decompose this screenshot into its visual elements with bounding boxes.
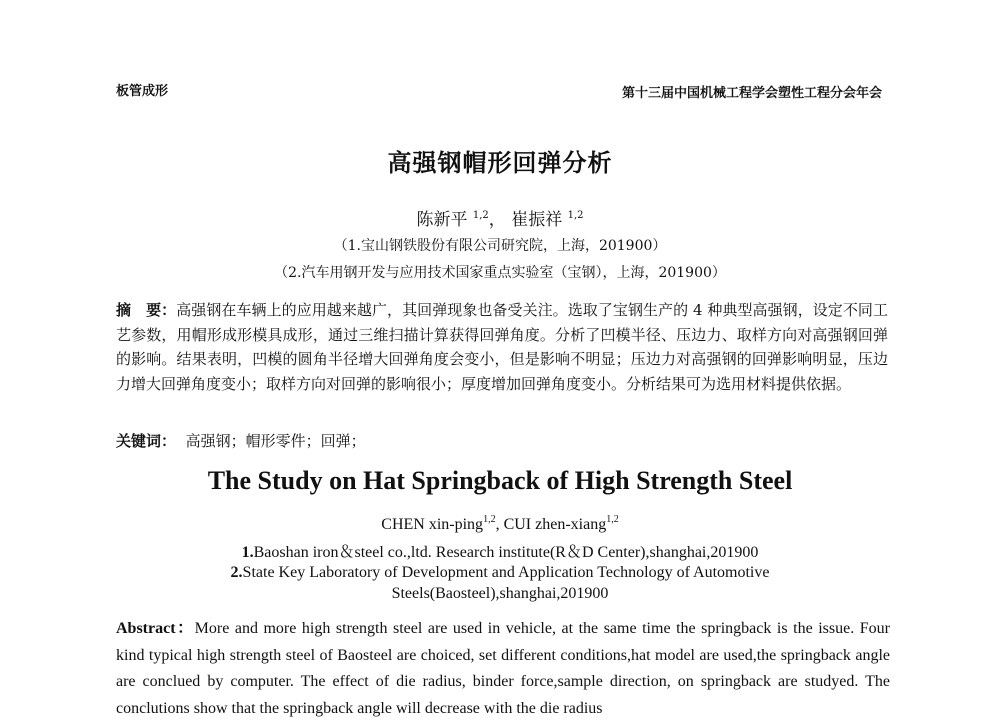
cn-paper-title: 高强钢帽形回弹分析 <box>387 149 613 177</box>
en-affiliation-2 <box>0 562 1000 604</box>
en-author-2: CUI zhen-xiang <box>503 516 607 533</box>
en-author-1: CHEN xin-ping <box>381 516 484 533</box>
en-paper-title: The Study on Hat Springback of High Strength Steel <box>207 466 793 495</box>
en-affiliation-1-number: 1. <box>241 544 254 561</box>
en-abstract-label: Abstract： <box>116 620 195 637</box>
en-abstract <box>116 616 890 722</box>
en-author-separator: , <box>495 516 504 533</box>
cn-affiliation-2: （2.汽车用钢开发与应用技术国家重点实验室（宝钢），上海，201900） <box>274 265 726 281</box>
en-abstract-text: More and more high strength steel are used in vehicle, at the same time the springback is the issue. Four kind typical high strength steel of Baosteel are choiced, set different conditions,hat model are used,the springback angle are conclued by computer. The effect of die radius, binder force,sample direction, on springback are studyed. The conclutions show that the springback angle will decrease with the die radius <box>116 620 891 717</box>
en-affiliation-1-text: Baoshan iron＆steel co.,ltd. Research institute(R＆D Center),shanghai,201900 <box>253 544 759 561</box>
en-affiliation-1 <box>0 539 1000 562</box>
en-author-2-affil: 1,2 <box>606 514 619 525</box>
cn-keywords-label: 关键词： <box>116 432 177 450</box>
cn-author-2-affil: 1,2 <box>567 210 584 221</box>
en-affiliation-2-text: State Key Laboratory of Development and Application Technology of Automotive Steels(Baosteel),shanghai,201900 <box>242 564 770 602</box>
cn-affiliation-1: （1.宝山钢铁股份有限公司研究院，上海，201900） <box>333 238 667 254</box>
cn-abstract-label: 摘 要： <box>116 301 177 319</box>
cn-author-1-affil: 1,2 <box>472 210 489 221</box>
cn-authors <box>0 205 1000 230</box>
cn-author-2: 崔振祥 <box>511 210 563 230</box>
en-authors <box>0 514 1000 534</box>
en-author-1-affil: 1,2 <box>483 514 496 525</box>
cn-keywords-text: 高强钢；帽形零件；回弹； <box>185 432 366 450</box>
running-header-section: 板管成形 <box>116 84 169 99</box>
en-affiliation-2-number: 2. <box>230 564 243 581</box>
running-header-conference: 第十三届中国机械工程学会塑性工程分会年会 <box>621 86 882 101</box>
cn-abstract-text: 高强钢在车辆上的应用越来越广，其回弹现象也备受关注。选取了宝钢生产的 4 种典型高强钢，设定不同工艺参数，用帽形成形模具成形，通过三维扫描计算获得回弹角度。分析了凹模半径、压边力、取样方向对高强钢回弹的影响。结果表明，凹模的圆角半径增大回弹角度会变小，但是影响不明显；压边力对高强钢的回弹影响明显，压边力增大回弹角度变小；取样方向对回弹的影响很小；厚度增加回弹角度变小。分析结果可为选用材料提供依据。 <box>116 301 888 393</box>
cn-author-separator: ， <box>488 210 506 230</box>
cn-abstract <box>116 298 888 396</box>
cn-keywords <box>116 430 366 451</box>
cn-author-1: 陈新平 <box>416 210 468 230</box>
